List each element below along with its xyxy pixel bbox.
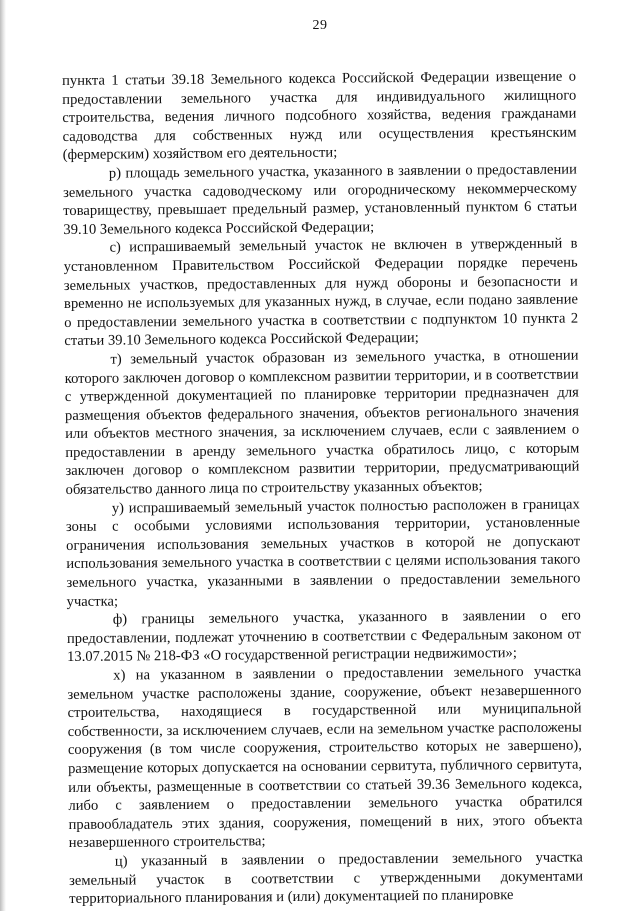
paragraph-item-t: т) земельный участок образован из земельного участка, в отношении которого заключен договор о комплексном развитии территории, и в соответствии с утвержденной документацией по планировке территории предназначен для размещения объектов федерального значения, объектов регионального значения или объектов местного значения, за исключением случаев, если с заявлением о предоставлении в аренду земельного участка обратилось лицо, с которым заключен договор о комплексном развитии территории, предусматривающий обязательство данного лица по строительству указанных объектов; <box>64 347 580 499</box>
scan-shadow-edge <box>0 0 6 911</box>
paragraph-item-u: у) испрашиваемый земельный участок полностью расположен в границах зоны с особыми условиями использования территории, установленные ограничения использования земельных участков в которой не допускают использования земельного участка в соответствии с целями использования такого земельного участка, указанными в заявлении о предоставлении земельного участка; <box>65 496 581 610</box>
page-number: 29 <box>312 18 328 33</box>
paragraph-item-s: с) испрашиваемый земельный участок не включен в утвержденный в установленном Правительством Российской Федерации порядке перечень земельных участков, предоставленных для нужд обороны и безопасности и временно не используемых для указанных нужд, в случае, если подано заявление о предоставлении земельного участка в соответствии с подпунктом 10 пункта 2 статьи 39.10 Земельного кодекса Российской Федерации; <box>63 235 579 350</box>
paragraph-item-kh: х) на указанном в заявлении о предоставлении земельного участка земельном участке расположены здание, сооружение, объект незавершенного строительства, находящиеся в государственной или муниципальной собственности, за исключением случаев, если на земельном участке расположены сооружения (в том числе сооружения, строительство которых не завершено), размещение которых допускается на основании сервитута, публичного сервитута, или объекты, размещенные в соответствии со статьей 39.36 Земельного кодекса, либо с заявлением о предоставлении земельного участка обратился правообладатель этих здания, сооружения, помещений в них, этого объекта незавершенного строительства; <box>67 663 583 852</box>
document-body <box>62 68 583 909</box>
paragraph-item-ts: ц) указанный в заявлении о предоставлении земельного участка земельный участок в соответствии с утвержденными документами территориального планирования и (или) документацией по планировке <box>68 849 584 908</box>
paragraph-continuation: пункта 1 статьи 39.18 Земельного кодекса Российской Федерации извещение о предоставлении земельного участка для индивидуального жилищного строительства, ведения личного подсобного хозяйства, ведения гражданами садоводства для собственных нужд или осуществления крестьянским (фермерским) хозяйством его деятельности; <box>62 68 577 164</box>
paragraph-item-f: ф) границы земельного участка, указанного в заявлении о его предоставлении, подлежат уточнению в соответствии с Федеральным законом от 13.07.2015 № 218-ФЗ «О государственной регистрации недвижимости»; <box>66 607 581 666</box>
paragraph-item-r: р) площадь земельного участка, указанного в заявлении о предоставлении земельного участка садоводческому или огородническому некоммерческому товариществу, превышает предельный размер, установленный пунктом 6 статьи 39.10 Земельного кодекса Российской Федерации; <box>62 161 578 238</box>
